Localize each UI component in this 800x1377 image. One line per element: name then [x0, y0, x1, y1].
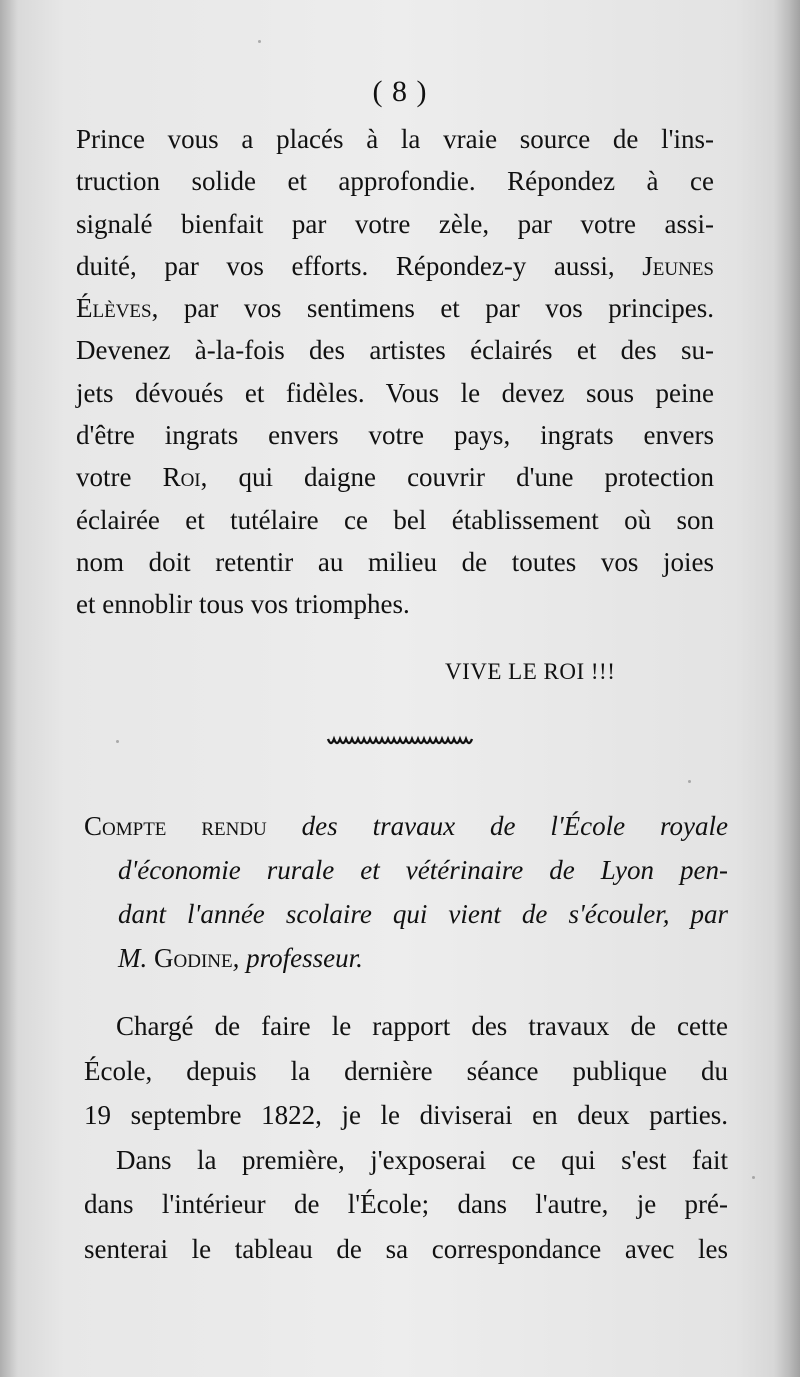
title-line: dant l'année scolaire qui vient de s'écouler, par — [118, 899, 728, 929]
small-caps-godine: Godine — [154, 943, 233, 973]
paragraph-1 — [76, 118, 714, 626]
text-line — [76, 245, 714, 287]
report-title — [84, 804, 728, 980]
paper-speck — [258, 40, 261, 43]
text-line: et ennoblir tous vos triomphes. — [76, 589, 410, 620]
title-segment: des travaux de l'École royale — [266, 811, 728, 841]
paragraph-2 — [84, 1004, 728, 1271]
title-line: d'économie rurale et vétérinaire de Lyon pen- — [118, 855, 728, 885]
text-line: éclairée et tutélaire ce bel établissement où son — [76, 504, 714, 535]
text-line: Chargé de faire le rapport des travaux de cette — [116, 1011, 728, 1041]
text-line: jets dévoués et fidèles. Vous le devez sous peine — [76, 377, 714, 408]
text-segment: , qui daigne couvrir d'une protection — [200, 462, 714, 493]
title-line — [84, 804, 728, 848]
text-line: Devenez à-la-fois des artistes éclairés et des su- — [76, 335, 714, 366]
text-line: d'être ingrats envers votre pays, ingrats envers — [76, 420, 714, 451]
ornamental-divider — [326, 731, 474, 751]
paper-speck — [116, 740, 119, 743]
page-edge-shadow — [774, 0, 800, 1377]
paper-speck — [688, 780, 691, 783]
small-caps-eleves: Élèves — [76, 293, 152, 324]
text-segment: , par vos sentimens et par vos principes. — [151, 293, 714, 324]
text-line: truction solide et approfondie. Répondez à ce — [76, 166, 714, 197]
text-line: 19 septembre 1822, je le diviserai en deux parties. — [84, 1100, 728, 1130]
page-number: ( 8 ) — [372, 75, 428, 108]
text-line: nom doit retentir au milieu de toutes vos joies — [76, 546, 714, 577]
text-line — [76, 287, 714, 329]
page-gutter-shadow — [0, 0, 18, 1377]
text-line: Prince vous a placés à la vraie source de l'ins- — [76, 124, 714, 154]
closing-acclamation: VIVE LE ROI !!! — [445, 659, 616, 684]
small-caps-jeunes: Jeunes — [642, 250, 714, 281]
text-line — [76, 456, 714, 498]
text-line: senterai le tableau de sa correspondance avec les — [84, 1233, 728, 1264]
small-caps-compte-rendu: Compte rendu — [84, 811, 267, 841]
title-segment: , professeur. — [232, 943, 363, 973]
title-segment: M. — [118, 943, 154, 973]
title-line — [84, 936, 728, 980]
text-segment: duité, par vos efforts. Répondez-y aussi, — [76, 250, 643, 281]
text-segment: votre — [76, 462, 163, 493]
text-line: signalé bienfait par votre zèle, par votre assi- — [76, 208, 714, 239]
text-line: dans l'intérieur de l'École; dans l'autre, je pré- — [84, 1189, 728, 1219]
text-line: Dans la première, j'exposerai ce qui s'est fait — [116, 1144, 728, 1175]
paper-speck — [752, 1176, 755, 1179]
small-caps-roi: Roi — [162, 462, 201, 493]
text-line: École, depuis la dernière séance publique du — [84, 1055, 728, 1086]
